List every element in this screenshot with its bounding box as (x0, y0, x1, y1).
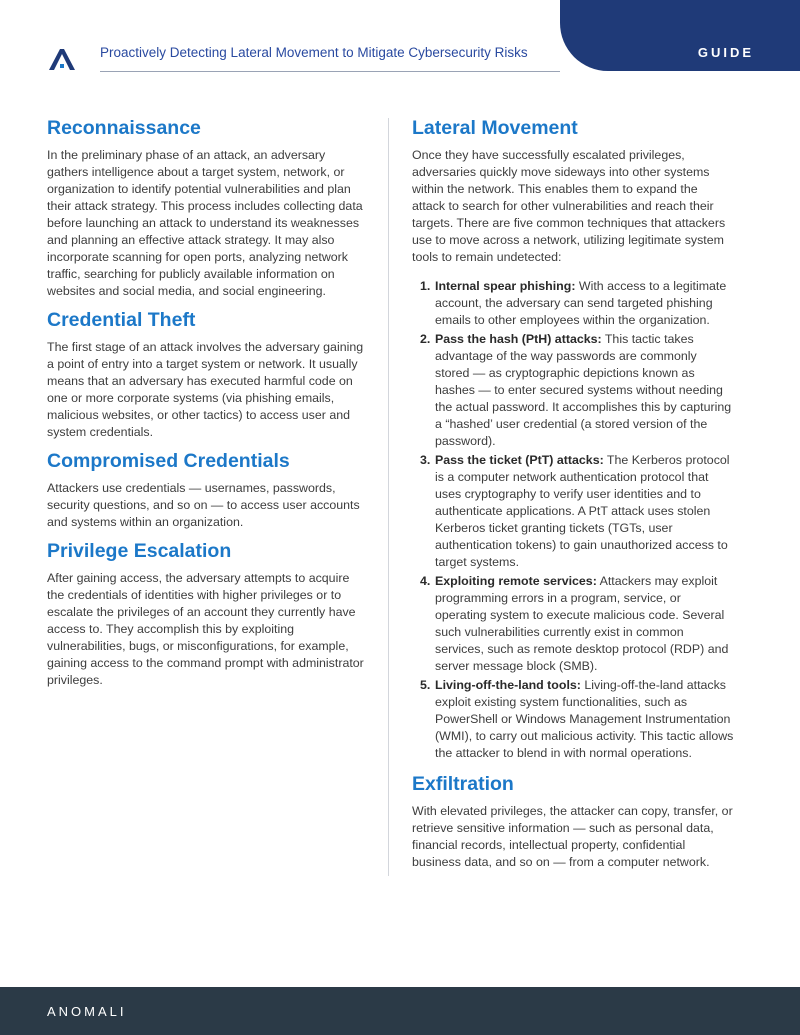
list-item-text: With access to a legitimate account, the adversary can send targeted phishing emails to other employees within the organization. (435, 279, 727, 327)
list-item-number: 1. (420, 279, 431, 293)
list-item (412, 573, 734, 675)
list-item-lead: Exploiting remote services: (435, 574, 597, 588)
section-body-compromised-credentials: Attackers use credentials — usernames, passwords, security questions, and so on — to access user accounts and systems within an organization. (47, 481, 360, 529)
section-heading-exfiltration: Exfiltration (412, 773, 514, 795)
footer-bar (0, 987, 800, 1035)
list-item-text: The Kerberos protocol is a computer network authentication protocol that uses cryptography to verify user identities and to authenticate applications. A PtT attack uses stolen Kerberos ticket granting tickets (TGTs, user authentication tokens) to gain unauthorized access to target systems. (435, 453, 730, 569)
guide-tag: GUIDE (697, 45, 754, 60)
header-band (560, 0, 800, 71)
right-column (412, 116, 734, 879)
section-body-credential-theft: The first stage of an attack involves the adversary gaining a point of entry into a target system or network. It usually means that an adversary has executed harmful code on one or more corporate systems (via phishing emails, malicious websites, or other tactics) to access user and system credentials. (47, 340, 364, 439)
technique-list (412, 278, 734, 762)
list-item-number: 5. (420, 678, 431, 692)
section-heading-lateral-movement: Lateral Movement (412, 117, 578, 139)
list-item-number: 4. (420, 574, 431, 588)
section-heading-reconnaissance: Reconnaissance (47, 117, 201, 139)
list-item-lead: Pass the hash (PtH) attacks: (435, 332, 602, 346)
section-body-privilege-escalation: After gaining access, the adversary attempts to acquire the credentials of identities with higher privileges or to escalate the privileges of an account they currently have access to. They accomplish this by exploiting vulnerabilities, bugs, or misconfigurations, for example, gaining access to the command prompt with administrator privileges. (47, 571, 364, 687)
list-item (412, 452, 734, 571)
document-title: Proactively Detecting Lateral Movement to Mitigate Cybersecurity Risks (100, 45, 528, 60)
list-item-number: 3. (420, 453, 431, 467)
section-body-exfiltration: With elevated privileges, the attacker can copy, transfer, or retrieve sensitive information — such as personal data, financial records, intellectual property, confidential business data, and so on — from a computer network. (412, 804, 733, 869)
section-body-lateral-movement: Once they have successfully escalated privileges, adversaries quickly move sideways into other systems within the network. This enables them to expand the attack to search for other vulnerabilities and reach their targets. There are five common techniques that attackers use to move across a network, utilizing legitimate system tools to remain undetected: (412, 148, 726, 264)
footer-brand-logo: ANOMALI (47, 1004, 127, 1019)
list-item-number: 2. (420, 332, 431, 346)
list-item-lead: Pass the ticket (PtT) attacks: (435, 453, 604, 467)
section-heading-credential-theft: Credential Theft (47, 309, 196, 331)
list-item-lead: Living-off-the-land tools: (435, 678, 581, 692)
left-column (47, 116, 367, 697)
section-heading-compromised-credentials: Compromised Credentials (47, 450, 290, 472)
list-item (412, 677, 734, 762)
anomali-logo-icon (47, 47, 77, 71)
list-item-text: Attackers may exploit programming errors in a program, service, or operating system to execute malicious code. Several such vulnerabilities currently exist in common services, such as remote desktop protocol (RDP) and server message block (SMB). (435, 574, 729, 673)
list-item (412, 278, 734, 329)
header-divider (100, 71, 560, 72)
list-item-text: This tactic takes advantage of the way passwords are commonly stored — as cryptographic depictions known as hashes — to enter secured systems without needing the actual password. It accomplishes this by capturing a “hashed’ user credential (a stored version of the password). (435, 332, 732, 448)
section-heading-privilege-escalation: Privilege Escalation (47, 540, 232, 562)
section-body-reconnaissance: In the preliminary phase of an attack, an adversary gathers intelligence about a target system, network, or organization to identify potential vulnerabilities and plan their attack strategy. This process includes collecting data before launching an attack to understand its weaknesses and planning an effective attack strategy. It may also incorporate scanning for open ports, analyzing network traffic, searching for publicly available information on websites and social media, and social engineering. (47, 148, 363, 298)
column-divider (388, 118, 389, 876)
list-item-text: Living-off-the-land attacks exploit existing system functionalities, such as PowerShell or Windows Management Instrumentation (WMI), to carry out malicious activity. This tactic allows the attacker to blend in with normal operations. (435, 678, 734, 760)
list-item-lead: Internal spear phishing: (435, 279, 576, 293)
list-item (412, 331, 734, 450)
